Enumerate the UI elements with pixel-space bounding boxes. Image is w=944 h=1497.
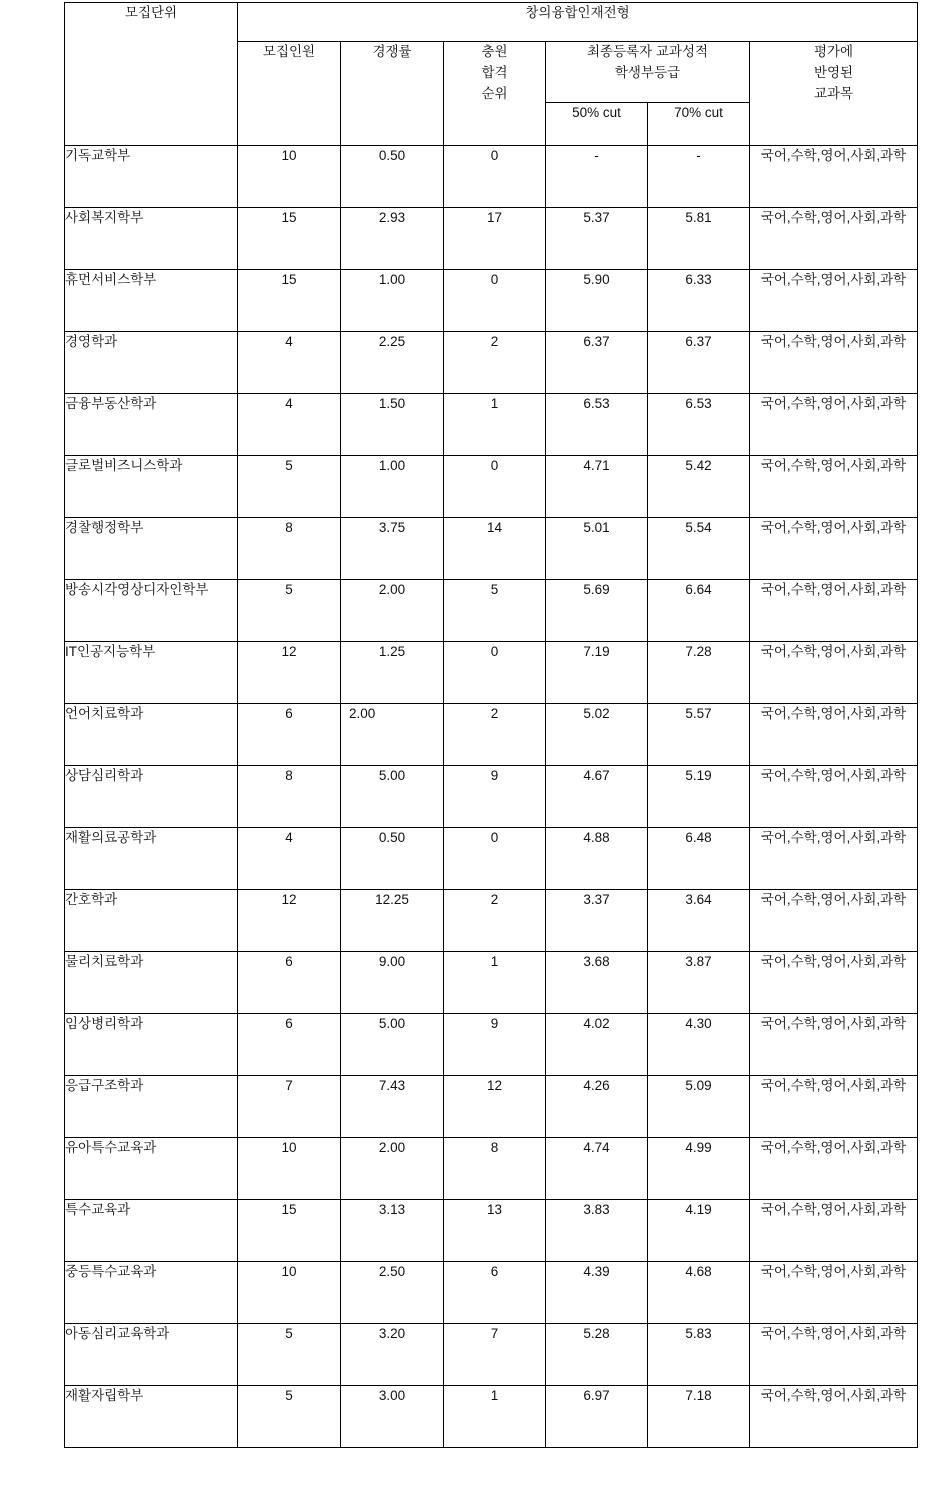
header-waitlist-rank-line1: 충원	[481, 44, 508, 59]
cell-competition-ratio: 0.50	[341, 828, 444, 890]
cell-cut-50: 4.71	[546, 456, 648, 518]
cell-cut-50: 4.67	[546, 766, 648, 828]
header-waitlist-rank-line2: 합격	[481, 64, 508, 80]
cell-cut-50: 5.28	[546, 1324, 648, 1386]
cell-competition-ratio: 3.75	[341, 518, 444, 580]
cell-quota: 10	[238, 1262, 341, 1324]
table-row	[65, 332, 918, 394]
header-program-name: 창의융합인재전형	[238, 3, 918, 42]
cell-recruitment-unit: 기독교학부	[65, 146, 238, 208]
cell-waitlist-rank: 1	[444, 952, 546, 1014]
cell-quota: 10	[238, 146, 341, 208]
cell-evaluated-subjects: 국어,수학,영어,사회,과학	[750, 952, 918, 1014]
cell-cut-70: 5.57	[648, 704, 750, 766]
cell-cut-70: -	[648, 146, 750, 208]
table-row	[65, 890, 918, 952]
cell-cut-50: 5.02	[546, 704, 648, 766]
cell-recruitment-unit: 글로벌비즈니스학과	[65, 456, 238, 518]
cell-cut-50: 5.37	[546, 208, 648, 270]
cell-competition-ratio: 5.00	[341, 1014, 444, 1076]
cell-waitlist-rank: 6	[444, 1262, 546, 1324]
cell-waitlist-rank: 0	[444, 828, 546, 890]
cell-cut-70: 6.64	[648, 580, 750, 642]
cell-recruitment-unit: 경영학과	[65, 332, 238, 394]
cell-competition-ratio: 0.50	[341, 146, 444, 208]
cell-competition-ratio: 3.00	[341, 1386, 444, 1448]
cell-waitlist-rank: 17	[444, 208, 546, 270]
cell-waitlist-rank: 12	[444, 1076, 546, 1138]
cell-quota: 5	[238, 1324, 341, 1386]
cell-evaluated-subjects: 국어,수학,영어,사회,과학	[750, 456, 918, 518]
cell-quota: 4	[238, 828, 341, 890]
cell-quota: 6	[238, 704, 341, 766]
cell-evaluated-subjects: 국어,수학,영어,사회,과학	[750, 270, 918, 332]
cell-competition-ratio: 5.00	[341, 766, 444, 828]
table-row	[65, 580, 918, 642]
cell-evaluated-subjects: 국어,수학,영어,사회,과학	[750, 828, 918, 890]
admissions-results-table	[64, 2, 918, 1448]
cell-cut-70: 5.54	[648, 518, 750, 580]
cell-competition-ratio: 1.25	[341, 642, 444, 704]
table-row	[65, 704, 918, 766]
header-competition-ratio: 경쟁률	[341, 42, 444, 146]
cell-cut-70: 4.68	[648, 1262, 750, 1324]
cell-recruitment-unit: 간호학과	[65, 890, 238, 952]
cell-cut-50: 6.37	[546, 332, 648, 394]
cell-competition-ratio: 2.00	[341, 580, 444, 642]
cell-cut-50: 7.19	[546, 642, 648, 704]
cell-recruitment-unit: 중등특수교육과	[65, 1262, 238, 1324]
cell-evaluated-subjects: 국어,수학,영어,사회,과학	[750, 518, 918, 580]
cell-quota: 15	[238, 208, 341, 270]
cell-evaluated-subjects: 국어,수학,영어,사회,과학	[750, 766, 918, 828]
cell-competition-ratio: 1.00	[341, 270, 444, 332]
cell-cut-50: 4.74	[546, 1138, 648, 1200]
cell-cut-50: 4.02	[546, 1014, 648, 1076]
cell-recruitment-unit: 유아특수교육과	[65, 1138, 238, 1200]
cell-evaluated-subjects: 국어,수학,영어,사회,과학	[750, 1076, 918, 1138]
cell-cut-70: 6.53	[648, 394, 750, 456]
cell-waitlist-rank: 9	[444, 1014, 546, 1076]
cell-competition-ratio: 12.25	[341, 890, 444, 952]
cell-cut-50: 5.01	[546, 518, 648, 580]
cell-evaluated-subjects: 국어,수학,영어,사회,과학	[750, 890, 918, 952]
cell-recruitment-unit: 물리치료학과	[65, 952, 238, 1014]
cell-cut-50: 4.39	[546, 1262, 648, 1324]
cell-evaluated-subjects: 국어,수학,영어,사회,과학	[750, 1386, 918, 1448]
cell-recruitment-unit: 언어치료학과	[65, 704, 238, 766]
table-header	[65, 3, 918, 146]
cell-recruitment-unit: IT인공지능학부	[65, 642, 238, 704]
header-quota: 모집인원	[238, 42, 341, 146]
cell-waitlist-rank: 14	[444, 518, 546, 580]
cell-cut-50: 5.90	[546, 270, 648, 332]
cell-cut-70: 5.19	[648, 766, 750, 828]
cell-competition-ratio: 2.93	[341, 208, 444, 270]
cell-cut-70: 4.30	[648, 1014, 750, 1076]
cell-competition-ratio: 2.00	[341, 1138, 444, 1200]
cell-evaluated-subjects: 국어,수학,영어,사회,과학	[750, 1324, 918, 1386]
table-row	[65, 1262, 918, 1324]
cell-competition-ratio: 2.00	[341, 704, 444, 766]
table-row	[65, 1014, 918, 1076]
cell-cut-70: 5.83	[648, 1324, 750, 1386]
cell-cut-70: 7.28	[648, 642, 750, 704]
cell-cut-70: 6.48	[648, 828, 750, 890]
cell-cut-70: 6.37	[648, 332, 750, 394]
cell-recruitment-unit: 금융부동산학과	[65, 394, 238, 456]
cell-quota: 5	[238, 1386, 341, 1448]
cell-evaluated-subjects: 국어,수학,영어,사회,과학	[750, 580, 918, 642]
cell-evaluated-subjects: 국어,수학,영어,사회,과학	[750, 1262, 918, 1324]
cell-waitlist-rank: 2	[444, 332, 546, 394]
header-gpa-line1: 최종등록자 교과성적	[586, 44, 709, 59]
table-row	[65, 1386, 918, 1448]
cell-recruitment-unit: 경찰행정학부	[65, 518, 238, 580]
cell-evaluated-subjects: 국어,수학,영어,사회,과학	[750, 1138, 918, 1200]
cell-waitlist-rank: 0	[444, 642, 546, 704]
table-row	[65, 208, 918, 270]
cell-quota: 12	[238, 642, 341, 704]
cell-competition-ratio: 1.50	[341, 394, 444, 456]
cell-competition-ratio: 3.13	[341, 1200, 444, 1262]
table-row	[65, 766, 918, 828]
cell-waitlist-rank: 5	[444, 580, 546, 642]
header-waitlist-rank	[444, 42, 546, 146]
table-row	[65, 1200, 918, 1262]
cell-cut-50: 3.68	[546, 952, 648, 1014]
cell-cut-70: 4.19	[648, 1200, 750, 1262]
header-row-top	[65, 3, 918, 42]
header-final-enrollee-gpa	[546, 42, 750, 103]
cell-waitlist-rank: 13	[444, 1200, 546, 1262]
cell-competition-ratio: 9.00	[341, 952, 444, 1014]
header-recruitment-unit: 모집단위	[65, 3, 238, 146]
table-row	[65, 1324, 918, 1386]
cell-waitlist-rank: 0	[444, 456, 546, 518]
cell-quota: 7	[238, 1076, 341, 1138]
cell-evaluated-subjects: 국어,수학,영어,사회,과학	[750, 1014, 918, 1076]
cell-competition-ratio: 2.25	[341, 332, 444, 394]
cell-waitlist-rank: 9	[444, 766, 546, 828]
header-evaluated-subjects	[750, 42, 918, 146]
cell-quota: 5	[238, 580, 341, 642]
cell-waitlist-rank: 8	[444, 1138, 546, 1200]
header-cut-50: 50% cut	[546, 102, 648, 145]
cell-cut-50: 3.83	[546, 1200, 648, 1262]
cell-cut-70: 3.64	[648, 890, 750, 952]
cell-recruitment-unit: 휴먼서비스학부	[65, 270, 238, 332]
cell-waitlist-rank: 7	[444, 1324, 546, 1386]
cell-quota: 10	[238, 1138, 341, 1200]
cell-cut-70: 5.42	[648, 456, 750, 518]
cell-cut-70: 5.09	[648, 1076, 750, 1138]
cell-evaluated-subjects: 국어,수학,영어,사회,과학	[750, 146, 918, 208]
table-row	[65, 1138, 918, 1200]
table-row	[65, 146, 918, 208]
cell-quota: 15	[238, 270, 341, 332]
cell-evaluated-subjects: 국어,수학,영어,사회,과학	[750, 642, 918, 704]
header-waitlist-rank-line3: 순위	[481, 85, 508, 101]
header-gpa-line2: 학생부등급	[614, 64, 681, 80]
cell-cut-50: 6.97	[546, 1386, 648, 1448]
cell-cut-70: 6.33	[648, 270, 750, 332]
cell-recruitment-unit: 아동심리교육학과	[65, 1324, 238, 1386]
table-body	[65, 146, 918, 1448]
table-row	[65, 952, 918, 1014]
table-row	[65, 456, 918, 518]
cell-cut-50: 3.37	[546, 890, 648, 952]
cell-cut-70: 3.87	[648, 952, 750, 1014]
cell-recruitment-unit: 상담심리학과	[65, 766, 238, 828]
cell-cut-50: 5.69	[546, 580, 648, 642]
cell-competition-ratio: 7.43	[341, 1076, 444, 1138]
table-row	[65, 394, 918, 456]
cell-evaluated-subjects: 국어,수학,영어,사회,과학	[750, 704, 918, 766]
cell-competition-ratio: 1.00	[341, 456, 444, 518]
cell-recruitment-unit: 재활자립학부	[65, 1386, 238, 1448]
cell-cut-50: 4.26	[546, 1076, 648, 1138]
cell-cut-50: 4.88	[546, 828, 648, 890]
cell-recruitment-unit: 특수교육과	[65, 1200, 238, 1262]
header-cut-70: 70% cut	[648, 102, 750, 145]
cell-quota: 4	[238, 332, 341, 394]
cell-quota: 8	[238, 766, 341, 828]
cell-cut-70: 4.99	[648, 1138, 750, 1200]
table-row	[65, 518, 918, 580]
cell-recruitment-unit: 응급구조학과	[65, 1076, 238, 1138]
cell-recruitment-unit: 사회복지학부	[65, 208, 238, 270]
header-subjects-line3: 교과목	[813, 85, 854, 101]
cell-evaluated-subjects: 국어,수학,영어,사회,과학	[750, 332, 918, 394]
cell-quota: 6	[238, 1014, 341, 1076]
cell-waitlist-rank: 0	[444, 270, 546, 332]
cell-waitlist-rank: 1	[444, 1386, 546, 1448]
cell-recruitment-unit: 재활의료공학과	[65, 828, 238, 890]
cell-quota: 12	[238, 890, 341, 952]
table-row	[65, 828, 918, 890]
cell-evaluated-subjects: 국어,수학,영어,사회,과학	[750, 394, 918, 456]
cell-cut-70: 7.18	[648, 1386, 750, 1448]
cell-quota: 8	[238, 518, 341, 580]
cell-cut-50: 6.53	[546, 394, 648, 456]
cell-cut-50: -	[546, 146, 648, 208]
header-subjects-line2: 반영된	[813, 64, 854, 80]
cell-waitlist-rank: 2	[444, 890, 546, 952]
cell-competition-ratio: 3.20	[341, 1324, 444, 1386]
cell-waitlist-rank: 2	[444, 704, 546, 766]
cell-quota: 4	[238, 394, 341, 456]
table-row	[65, 1076, 918, 1138]
cell-evaluated-subjects: 국어,수학,영어,사회,과학	[750, 1200, 918, 1262]
cell-quota: 6	[238, 952, 341, 1014]
table-row	[65, 270, 918, 332]
cell-cut-70: 5.81	[648, 208, 750, 270]
cell-recruitment-unit: 임상병리학과	[65, 1014, 238, 1076]
cell-recruitment-unit: 방송시각영상디자인학부	[65, 580, 238, 642]
cell-quota: 15	[238, 1200, 341, 1262]
cell-competition-ratio: 2.50	[341, 1262, 444, 1324]
table-row	[65, 642, 918, 704]
cell-waitlist-rank: 1	[444, 394, 546, 456]
cell-quota: 5	[238, 456, 341, 518]
cell-evaluated-subjects: 국어,수학,영어,사회,과학	[750, 208, 918, 270]
header-subjects-line1: 평가에	[813, 44, 854, 59]
cell-waitlist-rank: 0	[444, 146, 546, 208]
